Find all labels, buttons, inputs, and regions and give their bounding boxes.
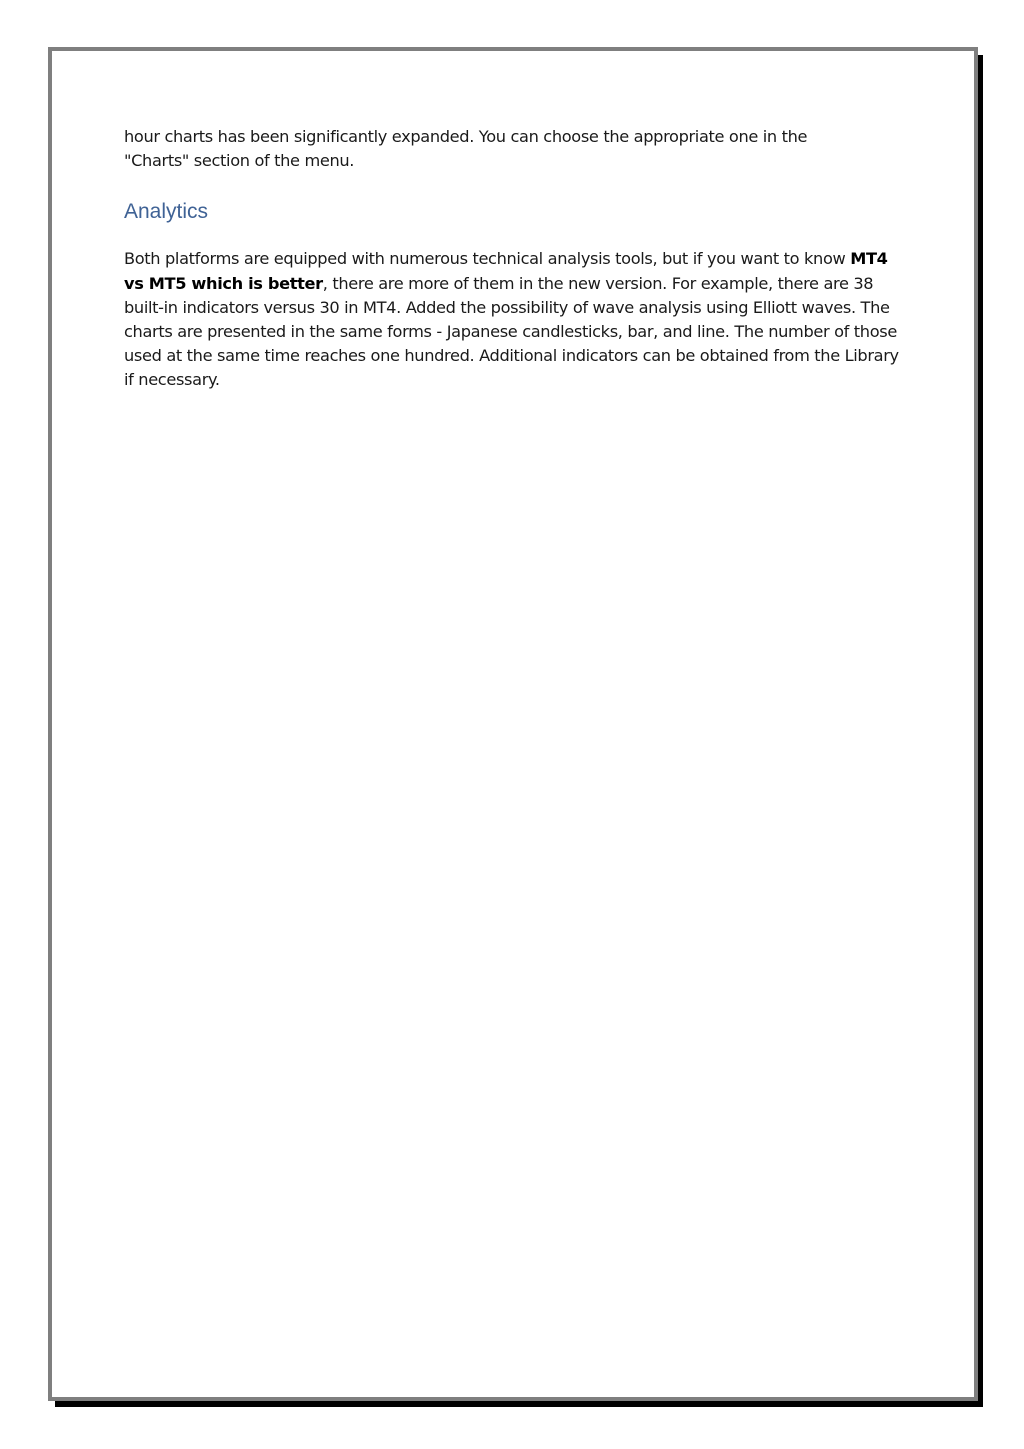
section-heading: Analytics (124, 200, 209, 224)
body-text-end: , there are more of them in the new version. For example, there are 38 built-in indicators versus 30 in MT4. Added the possibility of wave analysis using Elliott waves. The charts are presented in the same forms - Japanese candlesticks, bar, and line. The number of those used at the same time reaches one hundred. Additional indicators can be obtained from the Library if necessary. (124, 273, 899, 390)
intro-line-2: "Charts" section of the menu. (124, 151, 355, 171)
body-text-start: Both platforms are equipped with numerous technical analysis tools, but if you want to know (124, 249, 851, 269)
page-content (124, 125, 914, 393)
intro-paragraph (124, 125, 914, 173)
body-bold-text: MT4 vs MT5 which is better (124, 249, 888, 293)
document-page (48, 47, 978, 1401)
analytics-paragraph (124, 247, 906, 392)
intro-line-1: hour charts has been significantly expanded. You can choose the appropriate one in the (124, 127, 808, 146)
